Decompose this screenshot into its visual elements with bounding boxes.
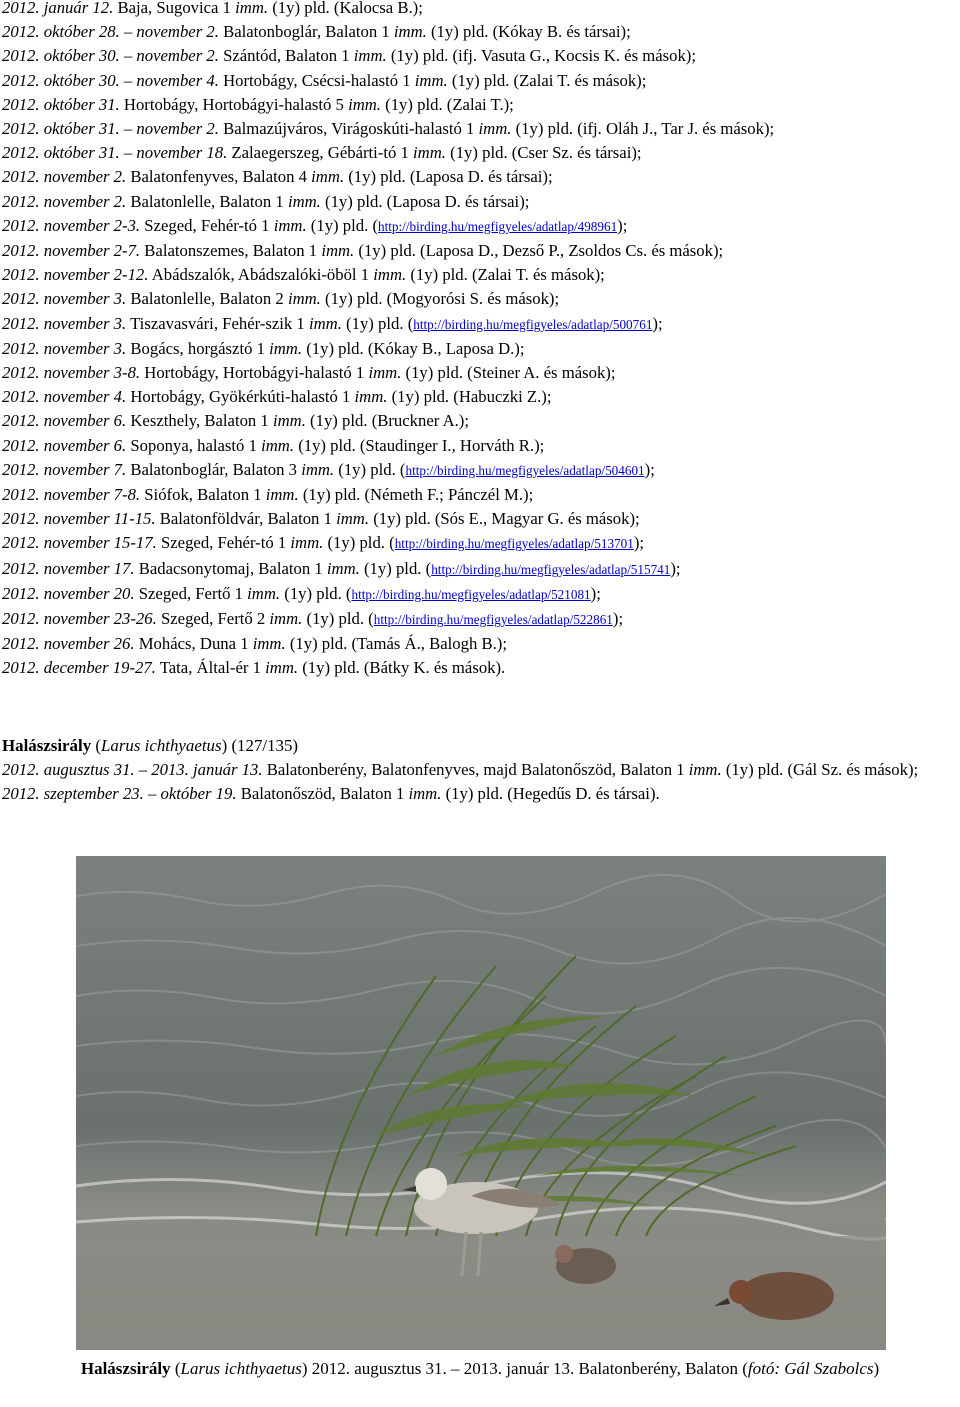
record-entry (2, 758, 960, 782)
record-details: (1y) pld. (Hegedűs D. és társai). (445, 784, 660, 804)
record-list-2 (2, 758, 960, 806)
record-details: (1y) pld. (ifj. Vasuta G., Kocsis K. és mások); (390, 46, 696, 66)
caption-place: Balatonberény, Balaton (578, 1359, 738, 1378)
record-entry (2, 20, 960, 44)
record-location: Siófok, Balaton 1 (144, 485, 262, 505)
record-location: Mohács, Duna 1 (138, 634, 249, 654)
record-details: (1y) pld. ( (363, 558, 432, 578)
record-imm: imm. (235, 0, 269, 17)
record-details: (1y) pld. ( (310, 215, 378, 235)
record-imm: imm. (287, 191, 321, 211)
record-details: (1y) pld. (ifj. Oláh J., Tar J. és mások); (515, 119, 775, 139)
record-location: Hortobágy, Gyökérkúti-halastó 1 (130, 387, 351, 407)
record-location: Balatonboglár, Balaton 3 (130, 459, 298, 479)
record-date: 2012. augusztus 31. – 2013. január 13. (2, 760, 263, 779)
record-date: 2012. november 15-17. (2, 533, 157, 553)
record-date: 2012. október 30. – november 4. (2, 70, 219, 90)
record-imm: imm. (393, 22, 427, 42)
record-date: 2012. november 2-12. (2, 265, 149, 285)
record-location: Tata, Által-ér 1 (159, 658, 261, 678)
record-imm: imm. (373, 265, 407, 285)
record-details: (1y) pld. ( (327, 533, 395, 553)
record-link[interactable]: http://birding.hu/megfigyeles/adatlap/513701 (394, 536, 634, 552)
record-link[interactable]: http://birding.hu/megfigyeles/adatlap/498961 (378, 218, 618, 234)
record-entry (2, 69, 960, 93)
record-location: Balatonberény, Balatonfenyves, majd Balatonőszöd, Balaton 1 (266, 760, 685, 779)
record-imm: imm. (301, 459, 335, 479)
record-date: 2012. szeptember 23. – október 19. (2, 784, 237, 804)
record-tail: ); (612, 609, 624, 629)
record-entry (2, 582, 960, 607)
record-date: 2012. október 31. (2, 94, 120, 114)
caption-latin: Larus ichthyaetus (180, 1359, 302, 1378)
record-imm: imm. (261, 435, 295, 455)
record-location: Balatonszemes, Balaton 1 (144, 241, 318, 261)
record-details: (1y) pld. (Laposa D. és társai); (348, 167, 553, 187)
record-location: Tiszavasvári, Fehér-szik 1 (130, 313, 305, 333)
record-entry (2, 607, 960, 632)
caption-date: 2012. augusztus 31. – 2013. január 13. (311, 1359, 575, 1378)
record-location: Balatonföldvár, Balaton 1 (159, 509, 332, 529)
record-date: 2012. november 6. (2, 435, 127, 455)
record-date: 2012. november 23-26. (2, 609, 157, 629)
caption-credit: fotó: Gál Szabolcs (747, 1359, 874, 1378)
record-imm: imm. (247, 583, 281, 603)
record-details: (1y) pld. (Németh F.; Pánczél M.); (302, 485, 534, 505)
record-date: 2012. november 3-8. (2, 363, 141, 383)
record-imm: imm. (252, 634, 286, 654)
record-imm: imm. (269, 338, 303, 358)
record-tail: ); (617, 215, 628, 235)
record-imm: imm. (368, 363, 402, 383)
record-imm: imm. (354, 387, 388, 407)
record-entry (2, 141, 960, 165)
record-entry (2, 507, 960, 531)
record-entry (2, 385, 960, 409)
record-date: 2012. november 7-8. (2, 485, 141, 505)
record-date: 2012. november 7. (2, 459, 127, 479)
record-date: 2012. november 3. (2, 289, 127, 309)
record-details: (1y) pld. ( (284, 583, 352, 603)
photo-illustration (76, 856, 886, 1350)
record-date: 2012. november 6. (2, 411, 127, 431)
record-details: (1y) pld. (Kókay B., Laposa D.); (306, 338, 525, 358)
record-location: Szeged, Fertő 2 (160, 609, 266, 629)
record-location: Hortobágy, Hortobágyi-halastó 5 (123, 94, 344, 114)
record-entry (2, 214, 960, 239)
record-entry (2, 656, 960, 680)
record-entry (2, 312, 960, 337)
record-date: 2012. január 12. (2, 0, 114, 17)
record-date: 2012. október 30. – november 2. (2, 46, 219, 66)
record-details: (1y) pld. ( (306, 609, 374, 629)
record-location: Szeged, Fertő 1 (138, 583, 243, 603)
record-entry (2, 458, 960, 483)
record-location: Baja, Sugovica 1 (117, 0, 231, 17)
record-tail: ); (590, 583, 601, 603)
record-entry (2, 409, 960, 433)
record-location: Balatonőszöd, Balaton 1 (240, 784, 405, 804)
record-imm: imm. (273, 215, 307, 235)
record-location: Balatonboglár, Balaton 1 (223, 22, 390, 42)
record-entry (2, 782, 960, 806)
record-entry (2, 361, 960, 385)
record-imm: imm. (348, 94, 381, 114)
record-entry (2, 190, 960, 214)
record-location: Zalaegerszeg, Gébárti-tó 1 (231, 143, 409, 163)
record-location: Hortobágy, Csécsi-halastó 1 (223, 70, 411, 90)
record-imm: imm. (408, 784, 442, 804)
record-entry (2, 239, 960, 263)
record-link[interactable]: http://birding.hu/megfigyeles/adatlap/521081 (351, 586, 591, 602)
record-list (2, 0, 960, 681)
record-location: Balatonlelle, Balaton 2 (130, 289, 284, 309)
record-details: (1y) pld. (Gál Sz. és mások); (725, 760, 919, 779)
record-location: Balatonfenyves, Balaton 4 (130, 167, 307, 187)
record-location: Hortobágy, Hortobágyi-halastó 1 (144, 363, 365, 383)
record-location: Keszthely, Balaton 1 (130, 411, 269, 431)
record-date: 2012. október 31. – november 18. (2, 143, 228, 163)
record-details: (1y) pld. (Zalai T. és mások); (451, 70, 647, 90)
record-entry (2, 93, 960, 117)
record-date: 2012. november 3. (2, 338, 127, 358)
record-imm: imm. (353, 46, 387, 66)
record-details: (1y) pld. (Steiner A. és mások); (405, 363, 616, 383)
record-entry (2, 0, 960, 20)
record-entry (2, 337, 960, 361)
record-imm: imm. (287, 289, 321, 309)
record-details: (1y) pld. (Mogyorósi S. és mások); (325, 289, 560, 309)
species-latin: Larus ichthyaetus (101, 736, 222, 755)
record-date: 2012. november 2-3. (2, 215, 141, 235)
record-details: (1y) pld. (Laposa D. és társai); (325, 191, 530, 211)
record-link[interactable]: http://birding.hu/megfigyeles/adatlap/522861 (373, 612, 613, 628)
record-imm: imm. (269, 609, 303, 629)
record-tail: ); (670, 558, 681, 578)
record-details: (1y) pld. (Kalocsa B.); (272, 0, 423, 17)
record-details: (1y) pld. (Cser Sz. és társai); (450, 143, 642, 163)
record-location: Abádszalók, Abádszalóki-öböl 1 (151, 265, 370, 285)
record-imm: imm. (265, 485, 299, 505)
record-tail: ); (652, 313, 663, 333)
record-details: (1y) pld. (Sós E., Magyar G. és mások); (373, 509, 640, 529)
record-entry (2, 287, 960, 311)
record-entry (2, 632, 960, 656)
record-link[interactable]: http://birding.hu/megfigyeles/adatlap/515741 (431, 561, 671, 577)
record-details: (1y) pld. (Habuczki Z.); (391, 387, 552, 407)
record-imm: imm. (413, 143, 446, 163)
record-location: Badacsonytomaj, Balaton 1 (138, 558, 323, 578)
record-location: Szeged, Fehér-tó 1 (144, 215, 270, 235)
record-imm: imm. (308, 313, 342, 333)
record-details: (1y) pld. (Laposa D., Dezső P., Zsoldos Cs. és mások); (358, 241, 724, 261)
record-imm: imm. (290, 533, 324, 553)
record-imm: imm. (336, 509, 370, 529)
record-entry (2, 44, 960, 68)
record-entry (2, 165, 960, 189)
record-imm: imm. (688, 760, 722, 779)
record-imm: imm. (414, 70, 448, 90)
photo-caption: Halászsirály (Larus ichthyaetus) 2012. augusztus 31. – 2013. január 13. Balatonberény, Balaton (fotó: Gál Szabolcs) (80, 1359, 880, 1378)
record-details: (1y) pld. (Tamás Á., Balogh B.); (289, 634, 507, 654)
record-imm: imm. (321, 241, 355, 261)
record-tail: ); (633, 533, 645, 553)
species-name: Halászsirály (2, 736, 92, 755)
record-date: 2012. november 2-7. (2, 241, 141, 261)
record-date: 2012. november 4. (2, 387, 127, 407)
record-entry (2, 483, 960, 507)
record-date: 2012. november 20. (2, 583, 135, 603)
record-details: (1y) pld. (Bátky K. és mások). (302, 658, 506, 678)
record-link[interactable]: http://birding.hu/megfigyeles/adatlap/504601 (405, 462, 645, 478)
record-location: Soponya, halastó 1 (130, 435, 257, 455)
record-location: Bogács, horgásztó 1 (130, 338, 265, 358)
record-location: Szántód, Balaton 1 (223, 46, 350, 66)
record-details: (1y) pld. (Zalai T.); (385, 94, 514, 114)
record-date: 2012. november 3. (2, 313, 127, 333)
record-location: Balmazújváros, Virágoskúti-halastó 1 (223, 119, 475, 139)
record-date: 2012. november 17. (2, 558, 135, 578)
record-date: 2012. december 19-27. (2, 658, 156, 678)
caption-species: Halászsirály (80, 1359, 171, 1378)
record-entry (2, 531, 960, 556)
record-imm: imm. (272, 411, 306, 431)
record-details: (1y) pld. ( (346, 313, 414, 333)
record-imm: imm. (311, 167, 345, 187)
record-imm: imm. (265, 658, 299, 678)
record-imm: imm. (326, 558, 360, 578)
record-details: (1y) pld. (Bruckner A.); (310, 411, 470, 431)
record-location: Szeged, Fehér-tó 1 (160, 533, 287, 553)
record-details: (1y) pld. ( (338, 459, 406, 479)
record-entry (2, 434, 960, 458)
record-imm: imm. (478, 119, 512, 139)
record-date: 2012. november 2. (2, 167, 127, 187)
record-date: 2012. október 31. – november 2. (2, 119, 219, 139)
species-count: (127/135) (231, 736, 299, 755)
record-link[interactable]: http://birding.hu/megfigyeles/adatlap/500761 (413, 316, 653, 332)
record-date: 2012. november 26. (2, 634, 135, 654)
record-details: (1y) pld. (Staudinger I., Horváth R.); (298, 435, 545, 455)
species-heading: Halászsirály (Larus ichthyaetus) (127/135) (2, 736, 299, 755)
record-details: (1y) pld. (Zalai T. és mások); (410, 265, 605, 285)
record-entry (2, 557, 960, 582)
record-location: Balatonlelle, Balaton 1 (130, 191, 284, 211)
record-details: (1y) pld. (Kókay B. és társai); (430, 22, 631, 42)
record-entry (2, 117, 960, 141)
record-date: 2012. november 2. (2, 191, 127, 211)
record-date: 2012. október 28. – november 2. (2, 22, 219, 42)
record-tail: ); (644, 459, 655, 479)
record-date: 2012. november 11-15. (2, 509, 156, 529)
record-entry (2, 263, 960, 287)
gull-photo (76, 856, 886, 1350)
